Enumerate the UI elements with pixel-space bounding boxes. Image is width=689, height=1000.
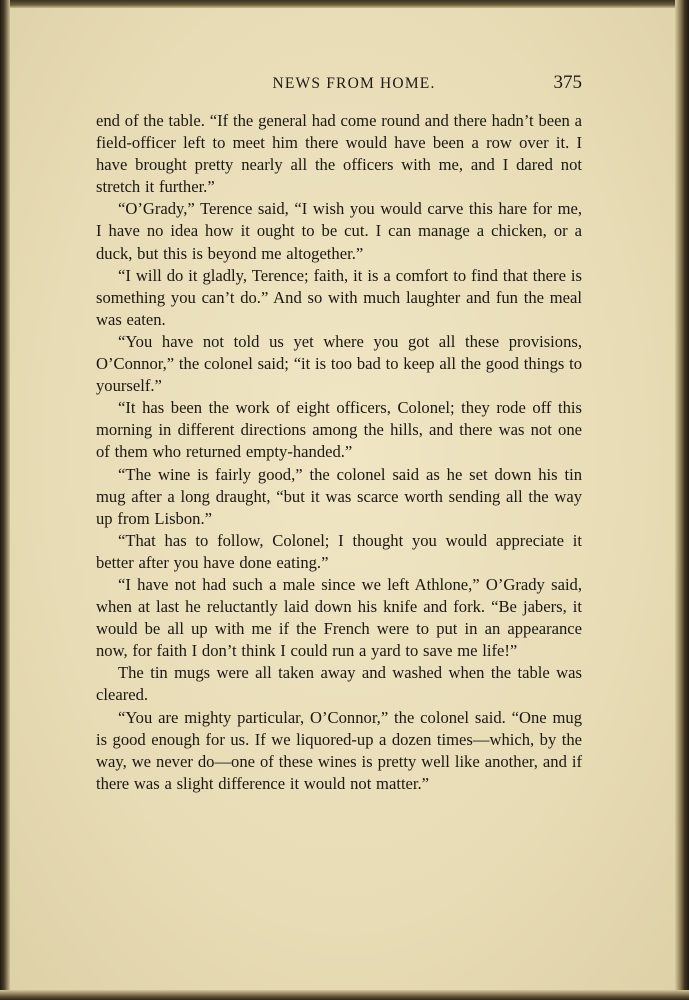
paragraph: “I will do it gladly, Terence; faith, it is a comfort to find that there is something you can’t do.” And so with much laughter and fun the meal was eaten.	[96, 265, 582, 329]
paragraph: “O’Grady,” Terence said, “I wish you would carve this hare for me, I have no idea how it ought to be cut. I can manage a chicken, or a duck, but this is beyond me altogether.”	[96, 199, 582, 263]
paragraph: end of the table. “If the general had come round and there hadn’t been a field-officer left to meet him there would have been a row over it. I have brought pretty nearly all the officers with me, and I dared not stretch it further.”	[96, 111, 582, 197]
page-binding-edge	[0, 0, 10, 1000]
paragraph: The tin mugs were all taken away and washed when the table was cleared.	[96, 663, 582, 705]
paragraph: “That has to follow, Colonel; I thought you would appreciate it better after you have done eating.”	[96, 530, 582, 572]
body-text	[96, 110, 582, 795]
paragraph: “It has been the work of eight officers, Colonel; they rode off this morning in different directions among the hills, and there was not one of them who returned empty-handed.”	[96, 398, 582, 462]
page-top-edge	[0, 0, 689, 8]
paragraph: “The wine is fairly good,” the colonel said as he set down his tin mug after a long draught, “but it was scarce worth sending all the way up from Lisbon.”	[96, 464, 582, 528]
paragraph: “You have not told us yet where you got all these provisions, O’Connor,” the colonel said; “it is too bad to keep all the good things to yourself.”	[96, 331, 582, 396]
paragraph: “I have not had such a male since we left Athlone,” O’Grady said, when at last he reluctantly laid down his knife and fork. “Be jabers, it would be all up with me if the French were to put in an appearance now, for faith I don’t think I could run a yard to save me life!”	[96, 574, 582, 661]
page-number: 375	[553, 72, 582, 93]
page-header	[96, 72, 582, 99]
page-fore-edge	[675, 0, 689, 1000]
paragraph: “You are mighty particular, O’Connor,” the colonel said. “One mug is good enough for us. If we liquored-up a dozen times—which, by the way, we never do—one of these wines is pretty well like another, and if there was a slight difference it would not matter.”	[96, 707, 582, 793]
page-bottom-edge	[0, 990, 689, 1000]
running-head: NEWS FROM HOME.	[272, 75, 436, 92]
